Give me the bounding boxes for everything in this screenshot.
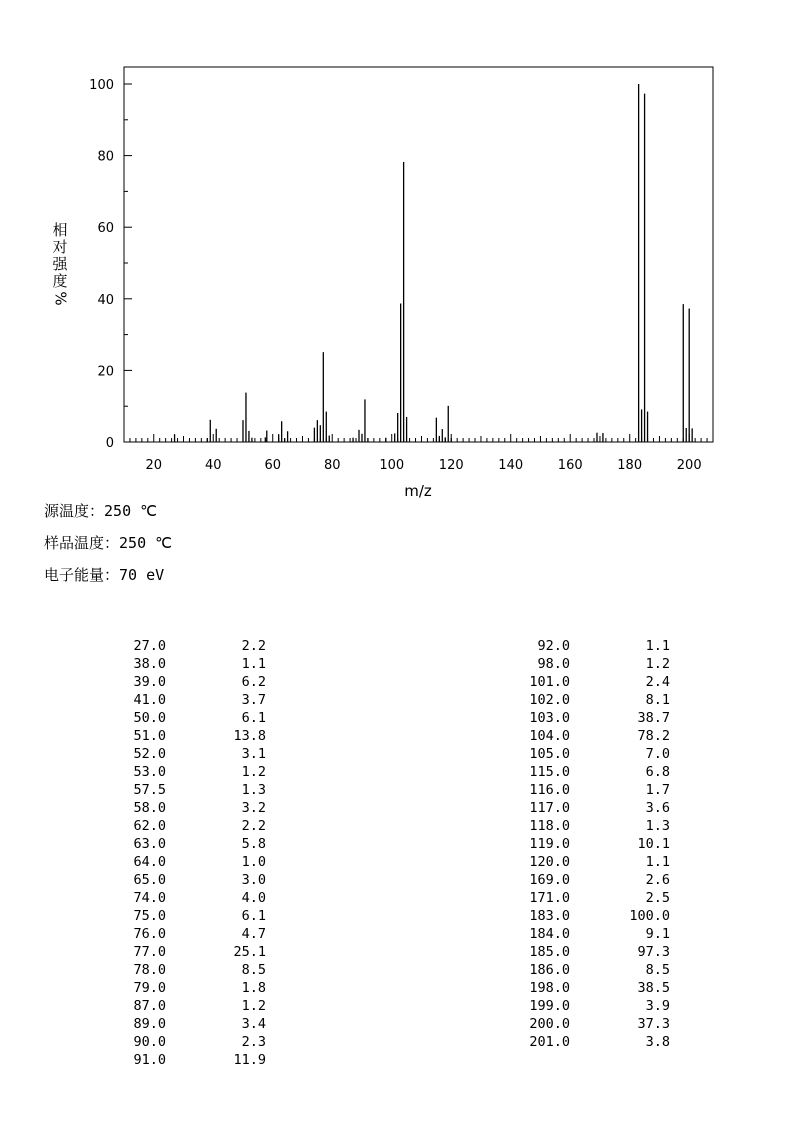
peak-mz: 118.0 — [529, 818, 570, 834]
peak-mz: 104.0 — [529, 728, 570, 744]
peak-abundance: 4.0 — [241, 890, 266, 906]
peak-row — [0, 799, 700, 817]
peak-mz: 186.0 — [529, 962, 570, 978]
peak-abundance: 38.7 — [637, 710, 670, 726]
peak-mz: 39.0 — [133, 674, 166, 690]
peak-abundance: 3.1 — [241, 746, 266, 762]
peak-row — [0, 673, 700, 691]
y-axis-label-unit: % — [51, 291, 70, 306]
peak-mz: 87.0 — [133, 998, 166, 1014]
peak-mz: 89.0 — [133, 1016, 166, 1032]
y-axis-label-char: 对 — [52, 238, 68, 256]
peak-mz: 185.0 — [529, 944, 570, 960]
peak-row — [0, 907, 700, 925]
peak-mz: 117.0 — [529, 800, 570, 816]
x-tick-label: 120 — [438, 458, 464, 473]
peak-row — [0, 1015, 700, 1033]
condition-label: 样品温度： — [44, 534, 120, 552]
peak-mz: 62.0 — [133, 818, 166, 834]
condition-label: 电子能量： — [44, 566, 120, 584]
x-tick-label: 60 — [264, 458, 282, 473]
x-tick-label: 40 — [204, 458, 222, 473]
peak-abundance: 1.2 — [241, 998, 266, 1014]
mass-spectrum-chart — [0, 0, 794, 510]
y-axis-label-char: 强 — [52, 255, 68, 273]
y-tick-label: 60 — [97, 221, 114, 237]
peak-table-right — [0, 637, 700, 1051]
peak-abundance: 38.5 — [637, 980, 670, 996]
peak-abundance: 1.1 — [645, 638, 670, 654]
peak-mz: 116.0 — [529, 782, 570, 798]
peak-mz: 91.0 — [133, 1052, 166, 1068]
peak-abundance: 2.3 — [241, 1034, 266, 1050]
x-tick-label: 200 — [676, 458, 702, 473]
peak-abundance: 1.1 — [241, 656, 266, 672]
peak-mz: 90.0 — [133, 1034, 166, 1050]
peak-row — [0, 853, 700, 871]
peak-mz: 103.0 — [529, 710, 570, 726]
peak-row — [0, 961, 700, 979]
peak-abundance: 3.2 — [241, 800, 266, 816]
peak-mz: 52.0 — [133, 746, 166, 762]
peak-row — [0, 745, 700, 763]
peak-abundance: 3.6 — [645, 800, 670, 816]
peak-abundance: 1.0 — [241, 854, 266, 870]
peak-abundance: 78.2 — [637, 728, 670, 744]
peak-abundance: 4.7 — [241, 926, 266, 942]
peak-abundance: 8.1 — [645, 692, 670, 708]
peak-abundance: 1.2 — [241, 764, 266, 780]
peak-abundance: 2.5 — [645, 890, 670, 906]
peak-row — [0, 925, 700, 943]
peak-abundance: 6.2 — [241, 674, 266, 690]
peak-abundance: 2.2 — [241, 818, 266, 834]
condition-value: 250 ℃ — [104, 502, 157, 520]
condition-label: 源温度： — [44, 502, 105, 520]
peak-mz: 101.0 — [529, 674, 570, 690]
y-tick-label: 0 — [105, 436, 114, 451]
y-tick-label: 20 — [97, 364, 114, 380]
peak-abundance: 3.7 — [241, 692, 266, 708]
peak-abundance: 100.0 — [629, 908, 670, 924]
peak-mz: 92.0 — [537, 638, 570, 654]
peak-abundance: 25.1 — [233, 944, 266, 960]
peak-abundance: 6.1 — [241, 710, 266, 726]
peak-mz: 51.0 — [133, 728, 166, 744]
peak-mz: 75.0 — [133, 908, 166, 924]
peak-mz: 78.0 — [133, 962, 166, 978]
peak-row — [0, 889, 700, 907]
peak-mz: 64.0 — [133, 854, 166, 870]
peak-abundance: 2.2 — [241, 638, 266, 654]
peak-abundance: 37.3 — [637, 1016, 670, 1032]
x-tick-label: 80 — [323, 458, 341, 473]
peak-abundance: 1.3 — [241, 782, 266, 798]
x-tick-label: 20 — [145, 458, 163, 473]
peak-row — [0, 781, 700, 799]
peak-row — [0, 835, 700, 853]
peak-mz: 120.0 — [529, 854, 570, 870]
peak-mz: 198.0 — [529, 980, 570, 996]
peak-abundance: 2.6 — [645, 872, 670, 888]
peak-mz: 53.0 — [133, 764, 166, 780]
peak-row — [0, 727, 700, 745]
peak-abundance: 3.8 — [645, 1034, 670, 1050]
peak-mz: 98.0 — [537, 656, 570, 672]
peak-mz: 115.0 — [529, 764, 570, 780]
peak-mz: 169.0 — [529, 872, 570, 888]
peak-row — [0, 637, 700, 655]
peak-mz: 201.0 — [529, 1034, 570, 1050]
peak-row — [0, 1051, 300, 1069]
peak-mz: 58.0 — [133, 800, 166, 816]
peak-mz: 76.0 — [133, 926, 166, 942]
peak-abundance: 3.9 — [645, 998, 670, 1014]
x-axis-label: m/z — [404, 482, 432, 500]
peak-row — [0, 1033, 700, 1051]
peak-abundance: 7.0 — [645, 746, 670, 762]
peak-row — [0, 709, 700, 727]
peak-row — [0, 691, 700, 709]
peak-mz: 171.0 — [529, 890, 570, 906]
peak-abundance: 97.3 — [637, 944, 670, 960]
electron-energy — [44, 564, 164, 585]
peak-row — [0, 817, 700, 835]
peak-mz: 102.0 — [529, 692, 570, 708]
peak-mz: 199.0 — [529, 998, 570, 1014]
y-axis-ticks — [89, 78, 132, 451]
peak-mz: 119.0 — [529, 836, 570, 852]
y-axis-label — [50, 222, 70, 307]
peak-mz: 57.5 — [133, 782, 166, 798]
peak-mz: 79.0 — [133, 980, 166, 996]
peak-mz: 105.0 — [529, 746, 570, 762]
x-tick-label: 140 — [498, 458, 524, 473]
peak-abundance: 1.7 — [645, 782, 670, 798]
peak-mz: 41.0 — [133, 692, 166, 708]
peak-bars — [175, 84, 693, 442]
y-tick-label: 40 — [97, 292, 114, 308]
peak-mz: 200.0 — [529, 1016, 570, 1032]
peak-mz: 65.0 — [133, 872, 166, 888]
peak-abundance: 1.2 — [645, 656, 670, 672]
peak-abundance: 6.8 — [645, 764, 670, 780]
peak-abundance: 3.4 — [241, 1016, 266, 1032]
peak-abundance: 8.5 — [241, 962, 266, 978]
peak-row — [0, 871, 700, 889]
peak-row — [0, 655, 700, 673]
peak-abundance: 1.8 — [241, 980, 266, 996]
peak-mz: 38.0 — [133, 656, 166, 672]
condition-value: 70 eV — [119, 566, 165, 584]
peak-abundance: 6.1 — [241, 908, 266, 924]
peak-mz: 77.0 — [133, 944, 166, 960]
x-tick-label: 180 — [617, 458, 643, 473]
peak-abundance: 10.1 — [637, 836, 670, 852]
peak-mz: 183.0 — [529, 908, 570, 924]
plot-frame — [124, 67, 713, 442]
sample-temperature — [44, 532, 172, 553]
peak-row — [0, 943, 700, 961]
peak-abundance: 13.8 — [233, 728, 266, 744]
peak-abundance: 3.0 — [241, 872, 266, 888]
peak-mz: 74.0 — [133, 890, 166, 906]
y-axis-label-char: 相 — [52, 221, 68, 239]
x-tick-label: 100 — [379, 458, 405, 473]
peak-abundance: 11.9 — [233, 1052, 266, 1068]
peak-mz: 63.0 — [133, 836, 166, 852]
peak-row — [0, 997, 700, 1015]
peak-abundance: 2.4 — [645, 674, 670, 690]
x-tick-label: 160 — [557, 458, 583, 473]
peak-abundance: 8.5 — [645, 962, 670, 978]
y-tick-label: 80 — [97, 149, 114, 165]
peak-row — [0, 763, 700, 781]
source-temperature — [44, 500, 157, 521]
peak-mz: 27.0 — [133, 638, 166, 654]
condition-value: 250 ℃ — [119, 534, 172, 552]
peak-mz: 50.0 — [133, 710, 166, 726]
peak-abundance: 1.1 — [645, 854, 670, 870]
peak-mz: 184.0 — [529, 926, 570, 942]
peak-row — [0, 979, 700, 997]
peak-abundance: 5.8 — [241, 836, 266, 852]
y-axis-label-char: 度 — [52, 272, 68, 290]
peak-abundance: 9.1 — [645, 926, 670, 942]
peak-abundance: 1.3 — [645, 818, 670, 834]
y-tick-label: 100 — [89, 78, 114, 93]
